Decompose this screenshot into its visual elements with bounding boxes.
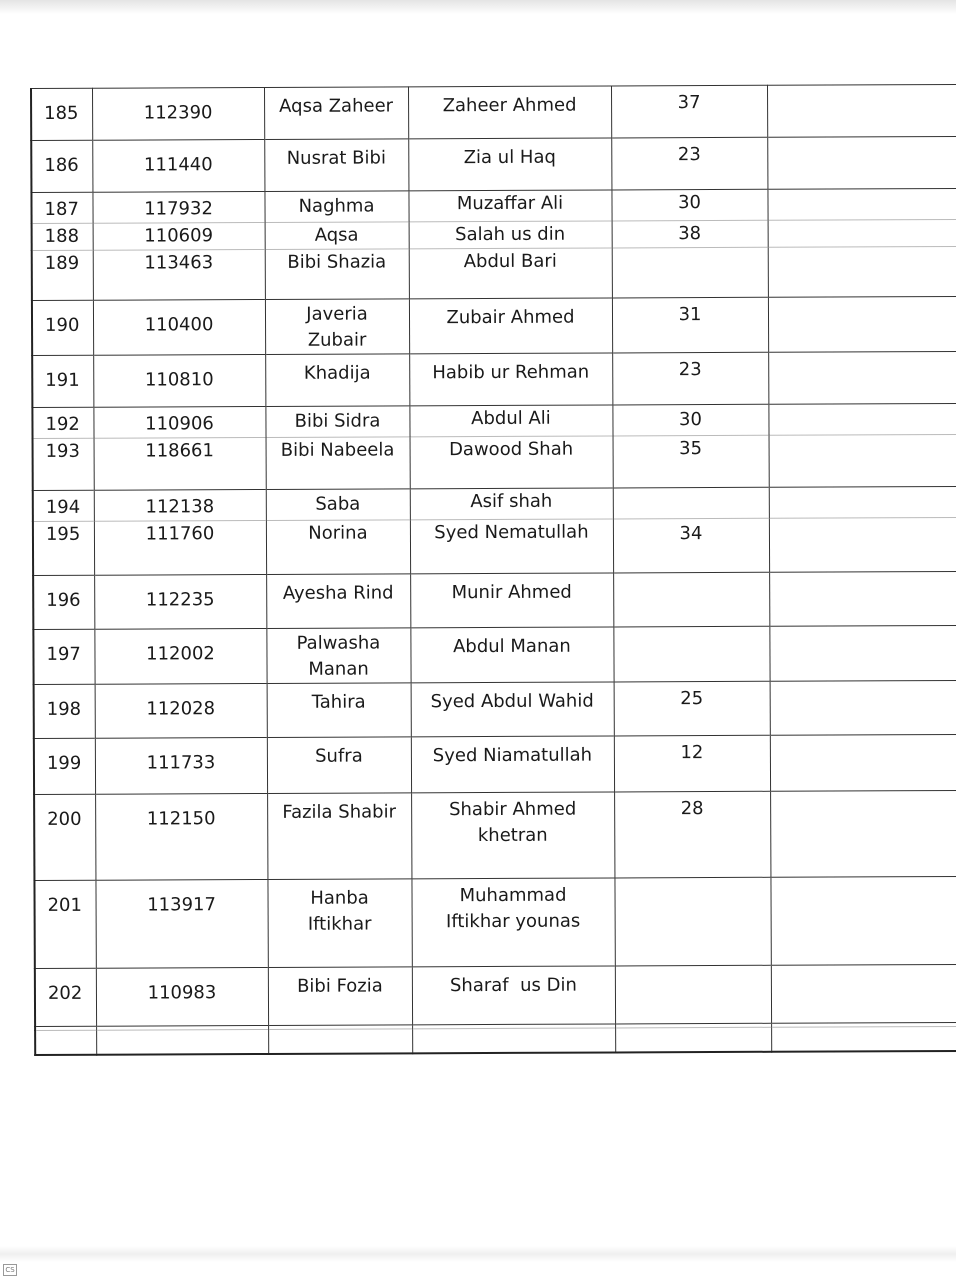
remarks-cell xyxy=(768,296,956,352)
father-name-cell: Sharaf us Din xyxy=(412,966,615,1025)
remarks-cell xyxy=(768,351,956,404)
empty-row xyxy=(35,1026,956,1054)
age-cell: 35 xyxy=(613,435,769,488)
remarks-cell xyxy=(769,517,956,572)
serial-cell: 197 xyxy=(33,629,94,684)
age-cell: 23 xyxy=(612,352,768,405)
id-cell: 110810 xyxy=(93,354,265,407)
remarks-cell xyxy=(770,876,956,965)
page-top-edge xyxy=(0,0,956,14)
serial-cell: 192 xyxy=(32,407,93,438)
serial-cell: 186 xyxy=(31,140,92,192)
table-row xyxy=(33,434,956,490)
serial-cell: 200 xyxy=(34,794,95,880)
id-cell: 112002 xyxy=(94,628,266,684)
table-row xyxy=(35,964,956,1026)
name-cell: Khadija xyxy=(265,354,409,407)
serial-cell: 199 xyxy=(34,738,95,794)
father-name-cell: Abdul Ali xyxy=(409,405,612,437)
father-name-cell: Shabir Ahmed khetran xyxy=(411,792,614,879)
name-cell: Palwasha Manan xyxy=(266,628,410,684)
age-cell: 31 xyxy=(612,297,768,353)
serial-cell: 188 xyxy=(32,223,93,250)
register-table-frame xyxy=(30,84,956,1046)
empty-cell xyxy=(412,1028,615,1053)
name-cell: Aqsa Zaheer xyxy=(264,87,408,140)
scanner-logo-icon: CS xyxy=(3,1264,17,1276)
age-cell xyxy=(613,626,769,682)
age-cell xyxy=(613,572,769,627)
id-cell: 118661 xyxy=(94,437,266,490)
name-cell: Fazila Shabir xyxy=(267,793,411,880)
remarks-cell xyxy=(770,680,956,735)
name-cell: Aqsa xyxy=(265,222,409,250)
remarks-cell xyxy=(769,486,956,518)
remarks-cell xyxy=(770,734,956,791)
id-cell: 111733 xyxy=(95,737,267,794)
name-cell: Bibi Nabeela xyxy=(266,437,410,490)
id-cell: 113463 xyxy=(93,249,265,300)
table-row xyxy=(33,486,956,521)
name-cell: Saba xyxy=(266,489,410,521)
serial-cell: 198 xyxy=(34,684,95,738)
father-name-cell: Asif shah xyxy=(410,488,613,520)
serial-cell: 194 xyxy=(33,490,94,521)
id-cell: 110609 xyxy=(93,222,265,250)
table-row xyxy=(33,571,956,629)
table-row xyxy=(32,296,956,355)
name-cell: Tahira xyxy=(267,683,411,738)
name-cell: Naghma xyxy=(264,191,408,223)
remarks-cell xyxy=(767,136,956,189)
father-name-cell: Syed Abdul Wahid xyxy=(411,682,614,737)
name-cell: Bibi Sidra xyxy=(265,406,409,438)
empty-cell xyxy=(35,1030,96,1054)
table-row xyxy=(32,403,956,438)
remarks-cell xyxy=(768,246,956,297)
name-cell: Javeria Zubair xyxy=(265,299,409,355)
age-cell: 23 xyxy=(611,137,767,190)
serial-cell: 201 xyxy=(34,880,95,968)
remarks-cell xyxy=(767,84,956,137)
remarks-cell xyxy=(769,625,956,681)
father-name-cell: Syed Niamatullah xyxy=(411,736,614,793)
id-cell: 117932 xyxy=(92,191,264,223)
name-cell: Nusrat Bibi xyxy=(264,139,408,192)
serial-cell: 195 xyxy=(33,521,94,575)
name-cell: Ayesha Rind xyxy=(266,574,410,629)
father-name-cell: Zubair Ahmed xyxy=(409,298,612,354)
scan-smudge xyxy=(0,1246,956,1262)
table-row xyxy=(32,246,956,300)
table-row xyxy=(33,517,956,575)
father-name-cell: Habib ur Rehman xyxy=(409,353,612,406)
father-name-cell: Abdul Bari xyxy=(409,248,612,299)
name-cell: Sufra xyxy=(267,737,411,794)
id-cell: 112235 xyxy=(94,574,266,629)
empty-cell xyxy=(96,1029,268,1054)
table-row xyxy=(31,188,956,223)
table-row xyxy=(32,351,956,407)
serial-cell: 196 xyxy=(33,575,94,629)
serial-cell: 193 xyxy=(33,438,94,490)
father-name-cell: Munir Ahmed xyxy=(410,573,613,628)
father-name-cell: Muhammad Iftikhar younas xyxy=(411,878,614,967)
remarks-cell xyxy=(770,790,956,877)
register-table xyxy=(30,84,956,1056)
empty-cell xyxy=(268,1029,412,1054)
remarks-cell xyxy=(767,188,956,220)
name-cell: Bibi Fozia xyxy=(268,967,412,1026)
serial-cell: 202 xyxy=(35,968,96,1026)
remarks-cell xyxy=(768,219,956,247)
age-cell xyxy=(615,965,771,1024)
serial-cell: 191 xyxy=(32,355,93,407)
id-cell: 110906 xyxy=(93,406,265,438)
serial-cell: 189 xyxy=(32,250,93,300)
serial-cell: 185 xyxy=(31,88,92,140)
remarks-cell xyxy=(771,964,956,1023)
father-name-cell: Abdul Manan xyxy=(410,627,613,683)
serial-cell: 187 xyxy=(31,192,92,223)
father-name-cell: Muzaffar Ali xyxy=(408,190,611,222)
table-row xyxy=(34,876,956,968)
father-name-cell: Zia ul Haq xyxy=(408,138,611,191)
id-cell: 112150 xyxy=(95,793,267,880)
id-cell: 112028 xyxy=(95,683,267,738)
id-cell: 111440 xyxy=(92,139,264,192)
table-row xyxy=(33,625,956,684)
id-cell: 112138 xyxy=(94,489,266,521)
table-row xyxy=(34,734,956,794)
father-name-cell: Syed Nematullah xyxy=(410,519,613,574)
father-name-cell: Zaheer Ahmed xyxy=(408,86,611,139)
age-cell: 38 xyxy=(612,220,768,248)
empty-cell xyxy=(615,1027,771,1052)
age-cell: 37 xyxy=(611,85,767,138)
father-name-cell: Salah us din xyxy=(409,221,612,249)
name-cell: Norina xyxy=(266,520,410,575)
age-cell: 34 xyxy=(613,518,769,573)
age-cell: 30 xyxy=(611,189,767,221)
id-cell: 112390 xyxy=(92,87,264,140)
age-cell: 25 xyxy=(614,681,770,736)
table-row xyxy=(31,84,956,140)
age-cell: 28 xyxy=(614,791,770,878)
remarks-cell xyxy=(769,434,956,487)
table-row xyxy=(32,219,956,250)
table-row xyxy=(34,680,956,738)
age-cell: 30 xyxy=(612,404,768,436)
empty-cell xyxy=(771,1026,956,1051)
age-cell: 12 xyxy=(614,735,770,792)
name-cell: Bibi Shazia xyxy=(265,249,409,300)
id-cell: 111760 xyxy=(94,520,266,575)
id-cell: 113917 xyxy=(95,879,267,968)
age-cell xyxy=(613,487,769,519)
serial-cell: 190 xyxy=(32,300,93,355)
id-cell: 110983 xyxy=(96,967,268,1026)
id-cell: 110400 xyxy=(93,299,265,355)
age-cell xyxy=(614,877,770,966)
table-row xyxy=(34,790,956,880)
age-cell xyxy=(612,247,768,298)
name-cell: Hanba Iftikhar xyxy=(267,879,411,968)
table-row xyxy=(31,136,956,192)
remarks-cell xyxy=(769,571,956,626)
remarks-cell xyxy=(768,403,956,435)
father-name-cell: Dawood Shah xyxy=(410,436,613,489)
